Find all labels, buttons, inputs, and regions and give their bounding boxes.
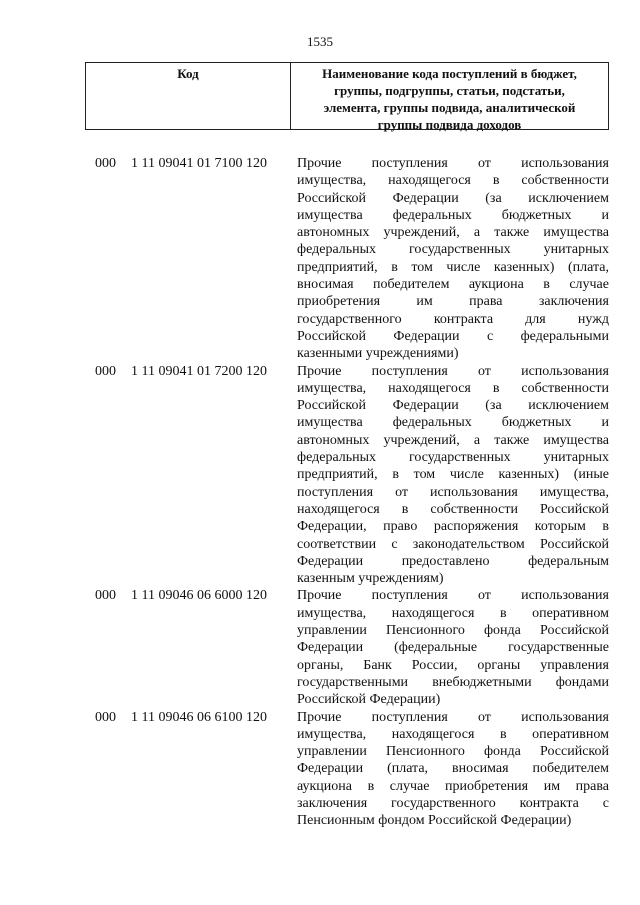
income-code: 1 11 09046 06 6100 120 [131,709,267,725]
description-line: имущества, находящегося в собственности [297,380,609,396]
admin-code: 000 [95,156,116,171]
header-name-line: группы подвида доходов [377,117,522,132]
description-line: заключения государственного контракта с [297,795,609,811]
admin-code: 000 [95,588,116,604]
description-line: Российской Федерации) [297,692,441,708]
description-line: Федерации (плата, вносимая победителем [297,761,609,777]
description-line: Прочие поступления от использования [297,709,609,725]
income-code: 1 11 09041 01 7100 120 [131,156,267,171]
header-code-column: Код [86,63,291,129]
header-name-column [291,63,608,132]
description-line: Федерации (федеральные государственные [297,640,609,656]
description-line: Прочие поступления от использования [297,588,609,604]
list-item [95,587,609,708]
description-line: соответствии с законодательством Российской [297,536,609,552]
income-code: 1 11 09041 01 7200 120 [131,363,267,379]
description-line: поступления от использования имущества, [297,484,609,500]
description-line: находящегося в собственности Российской [297,501,609,517]
description-line: автономных учреждений, а также имущества [297,225,609,241]
description-line: федеральных государственных унитарных [297,242,609,258]
description-line: федеральных государственных унитарных [297,450,609,466]
description-line: автономных учреждений, а также имущества [297,432,609,448]
description-line: управлении Пенсионного фонда Российской [297,744,609,760]
description-line: государственного контракта для нужд [297,311,609,327]
description-line: Федерации предоставлено федеральным [297,553,609,569]
description-line: казенным учреждениям) [297,571,444,587]
description-line: управлении Пенсионного фонда Российской [297,623,609,639]
income-description [297,587,609,708]
table-header [85,62,609,130]
income-description [297,709,609,830]
description-line: имущества федеральных бюджетных и [297,415,609,431]
description-line: казенными учреждениями) [297,346,459,362]
entries-list [95,155,609,830]
list-item [95,709,609,830]
header-name-line: Наименование кода поступлений в бюджет, [322,66,577,81]
income-description [297,363,609,588]
description-line: приобретения им права заключения [297,294,609,310]
list-item [95,363,609,588]
description-line: Прочие поступления от использования [297,363,609,379]
description-line: Российской Федерации с федеральными [297,328,609,344]
description-line: имущества, находящегося в собственности [297,173,609,189]
description-line: имущества, находящегося в оперативном [297,726,609,742]
description-line: предприятий, в том числе казенных) (иные [297,467,609,483]
description-line: органы, Банк России, органы управления [297,657,609,673]
admin-code: 000 [95,709,116,725]
description-line: Российской Федерации (за исключением [297,190,609,206]
description-line: Прочие поступления от использования [297,156,609,171]
description-line: Федерации, право распоряжения которым в [297,519,609,535]
admin-code: 000 [95,363,116,379]
description-line: государственными внебюджетными фондами [297,674,609,690]
description-line: Пенсионным фондом Российской Федерации) [297,813,572,829]
list-item [95,155,609,363]
header-name-line: элемента, группы подвида, аналитической [323,100,576,115]
income-description [297,155,609,363]
description-line: предприятий, в том числе казенных) (плата, [297,259,609,275]
description-line: имущества федеральных бюджетных и [297,207,609,223]
description-line: вносимая победителем аукциона в случае [297,277,609,293]
income-code: 1 11 09046 06 6000 120 [131,588,267,604]
description-line: аукциона в случае приобретения им права [297,778,609,794]
description-line: имущества, находящегося в оперативном [297,605,609,621]
description-line: Российской Федерации (за исключением [297,398,609,414]
header-name-line: группы, подгруппы, статьи, подстатьи, [334,83,565,98]
page-number: 1535 [307,34,333,49]
